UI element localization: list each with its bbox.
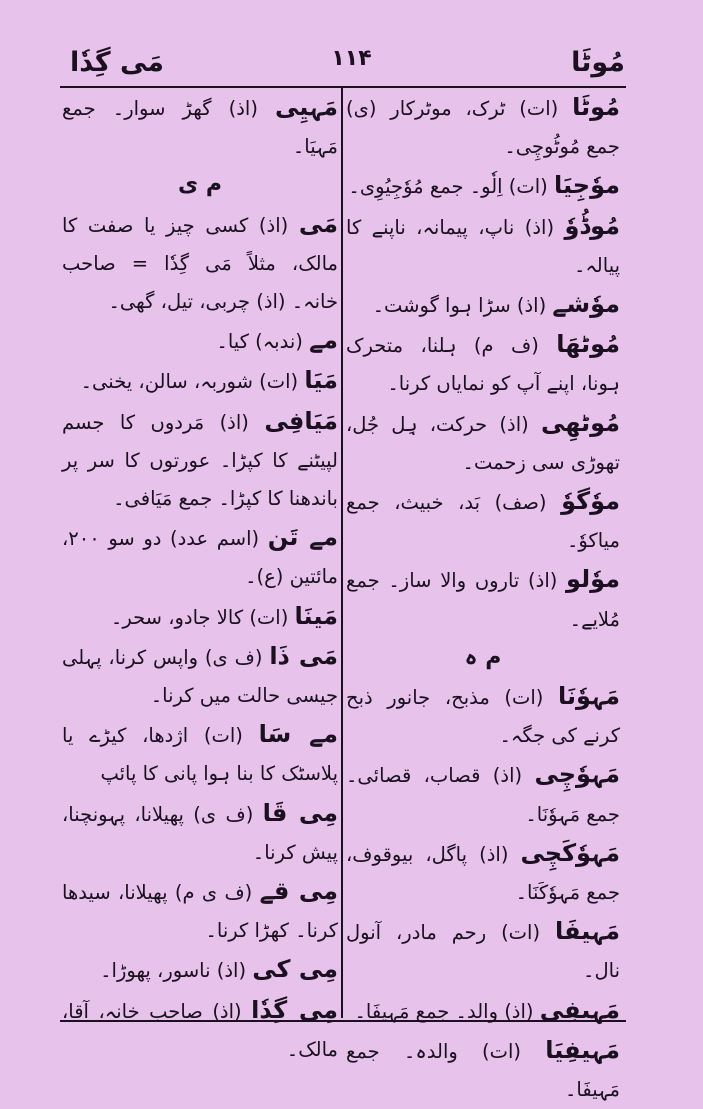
dictionary-entry <box>62 88 338 166</box>
dictionary-entry <box>62 402 338 519</box>
entry-headword: مَینَا <box>294 601 338 630</box>
dictionary-entry <box>62 715 338 793</box>
dictionary-entry <box>346 166 620 206</box>
dictionary-entry <box>62 991 338 1069</box>
entry-definition: (اذ) پاگل، بیوقوف، جمع مَہوٗکَنَا۔ <box>346 842 620 905</box>
column-divider <box>341 88 343 1018</box>
dictionary-entry <box>346 677 620 755</box>
entry-definition: (ات) اژدھا، کیڑے یا پلاسٹک کا بنا ہوا پانی کا پائپ <box>62 724 338 786</box>
entry-headword: مِی گِدٗا <box>251 995 339 1024</box>
entry-definition: (اذ) ناسور، پھوڑا۔ <box>100 959 253 983</box>
dictionary-entry <box>62 597 338 637</box>
entry-definition: (ات) رحم مادر، آنول نال۔ <box>346 921 620 983</box>
dictionary-entry <box>62 794 338 872</box>
dictionary-entry <box>346 325 620 403</box>
dictionary-entry <box>62 950 338 990</box>
dictionary-entry <box>346 404 620 482</box>
dictionary-entry <box>346 834 620 912</box>
header-guide-word-left: مَی گِدٗا <box>70 47 164 78</box>
entry-headword: موٗجِیَا <box>553 171 620 200</box>
entry-headword: مے تَن <box>267 523 339 552</box>
dictionary-entry <box>346 482 620 560</box>
dictionary-entry <box>346 1031 620 1109</box>
entry-definition: (ات) ٹرک، موٹرکار (ی) جمع مُوٹُوچِی۔ <box>346 97 620 159</box>
entry-definition: (ات) کالا جادو، سحر۔ <box>110 605 295 629</box>
dictionary-entry <box>346 755 620 833</box>
entry-definition: (ف ی م) پھیلانا، سیدھا کرنا۔ کھڑا کرنا۔ <box>62 881 338 943</box>
entry-headword: مُوڈُوٗ <box>564 211 620 240</box>
entry-headword: مَہیفَا <box>554 917 620 946</box>
entry-headword: مَہوٗچِی <box>534 760 620 789</box>
entry-definition: (ف ی) واپس کرنا، پہلی جیسی حالت میں کرنا۔ <box>62 645 338 708</box>
entry-definition: (ات) والدہ۔ جمع مَہیفَا۔ <box>346 1039 620 1102</box>
dictionary-entry <box>346 912 620 990</box>
entry-headword: مَہوٗکَچِی <box>520 838 620 867</box>
dictionary-entry <box>62 361 338 401</box>
entry-definition: (اذ) سڑا ہوا گوشت۔ <box>372 294 553 318</box>
entry-headword: مِی قَا <box>262 798 338 827</box>
dictionary-entry <box>346 88 620 166</box>
entry-headword: مے <box>309 326 338 355</box>
entry-definition: (ف م) ہلنا، متحرک ہونا، اپنے آپ کو نمایاں کرنا۔ <box>346 334 620 396</box>
entry-definition: (اذ) ناپ، پیمانہ، ناپنے کا پیالہ۔ <box>346 215 620 277</box>
entry-headword: مَہوٗنَا <box>558 682 620 711</box>
dictionary-entry <box>62 518 338 596</box>
dictionary-entry <box>346 560 620 638</box>
entry-headword: مَی <box>298 209 338 238</box>
dictionary-entry <box>62 872 338 950</box>
dictionary-entry <box>62 205 338 322</box>
entry-definition: (ات) شوربہ، سالن، یخنی۔ <box>80 370 305 394</box>
dictionary-entry <box>62 321 338 361</box>
entry-headword: مُوٹَا <box>572 93 620 121</box>
entry-definition: (اسم عدد) دو سو ۲۰۰، مائتین (ع)۔ <box>62 527 338 589</box>
entry-definition: (اذ) حرکت، ہِل جُل، تھوڑی سی زحمت۔ <box>346 412 620 474</box>
entry-definition: (اذ) والد۔ جمع مَہیفَا۔ <box>354 999 540 1023</box>
entry-headword: مَہیفِی <box>539 995 620 1024</box>
entry-headword: موٗگوٗ <box>561 487 620 516</box>
entry-definition: (صف) بَد، خبیث، جمع میاکوٗ۔ <box>346 491 620 553</box>
entry-headword: مے سَا <box>258 720 338 749</box>
entry-headword: موٗلو <box>566 565 620 594</box>
entry-headword: مَیَا <box>304 366 338 395</box>
entry-definition: (اذ) تاروں والا ساز۔ جمع مُلایے۔ <box>346 569 620 631</box>
entry-definition: (ف ی) پھیلانا، پہونچنا، پیش کرنا۔ <box>62 802 338 864</box>
dictionary-entry <box>62 637 338 715</box>
page-number: ۱۱۴ <box>331 46 372 71</box>
header-guide-word-right: مُوٹَا <box>571 47 625 78</box>
entry-headword: مِی قے <box>259 877 338 906</box>
dictionary-entry <box>346 207 620 285</box>
entry-headword: مُوٹھَا <box>556 330 620 359</box>
entry-definition: (ندبہ) کیا۔ <box>216 330 310 354</box>
dictionary-entry <box>346 991 620 1031</box>
entry-headword: مُوٹھِی <box>540 408 620 437</box>
entry-definition: (اذ) مَردوں کا جسم لپیٹنے کا کپڑا۔ عورتوں کا سر پر باندھنا کا کپڑا۔ جمع مَیَافی۔ <box>62 410 338 511</box>
entry-headword: مَہیِی <box>275 93 338 121</box>
entry-definition: (ات) اِلٗو۔ جمع مُوٗجِیُوِی۔ <box>348 175 554 199</box>
entry-definition: (ات) مذبح، جانور ذبح کرنے کی جگہ۔ <box>346 686 620 748</box>
section-heading: م ہ <box>464 644 502 670</box>
entry-definition: (اذ) صاحب خانہ، آقا، مالک۔ <box>62 999 338 1061</box>
entry-definition: (اذ) گھڑ سوار۔ جمع مَہیَا۔ <box>62 97 338 159</box>
entry-headword: مَی ذَا <box>269 641 338 670</box>
entry-headword: مِی کی <box>252 955 338 984</box>
right-column <box>346 88 620 1102</box>
entry-headword: مَیَافِی <box>264 406 338 435</box>
entry-headword: مَہیفِیَا <box>545 1035 620 1064</box>
entry-definition: (اذ) کسی چیز یا صفت کا مالک، مثلاً مَی گِدٗا = صاحب خانہ۔ (اذ) چربی، تیل، گھی۔ <box>62 213 338 314</box>
entry-definition: (اذ) قصاب، قصائی۔جمع مَہوٗنَا۔ <box>346 764 620 826</box>
entry-headword: موٗشے <box>552 290 620 319</box>
dictionary-entry <box>346 285 620 325</box>
section-heading: م ی <box>178 172 222 198</box>
left-column <box>62 88 339 1061</box>
